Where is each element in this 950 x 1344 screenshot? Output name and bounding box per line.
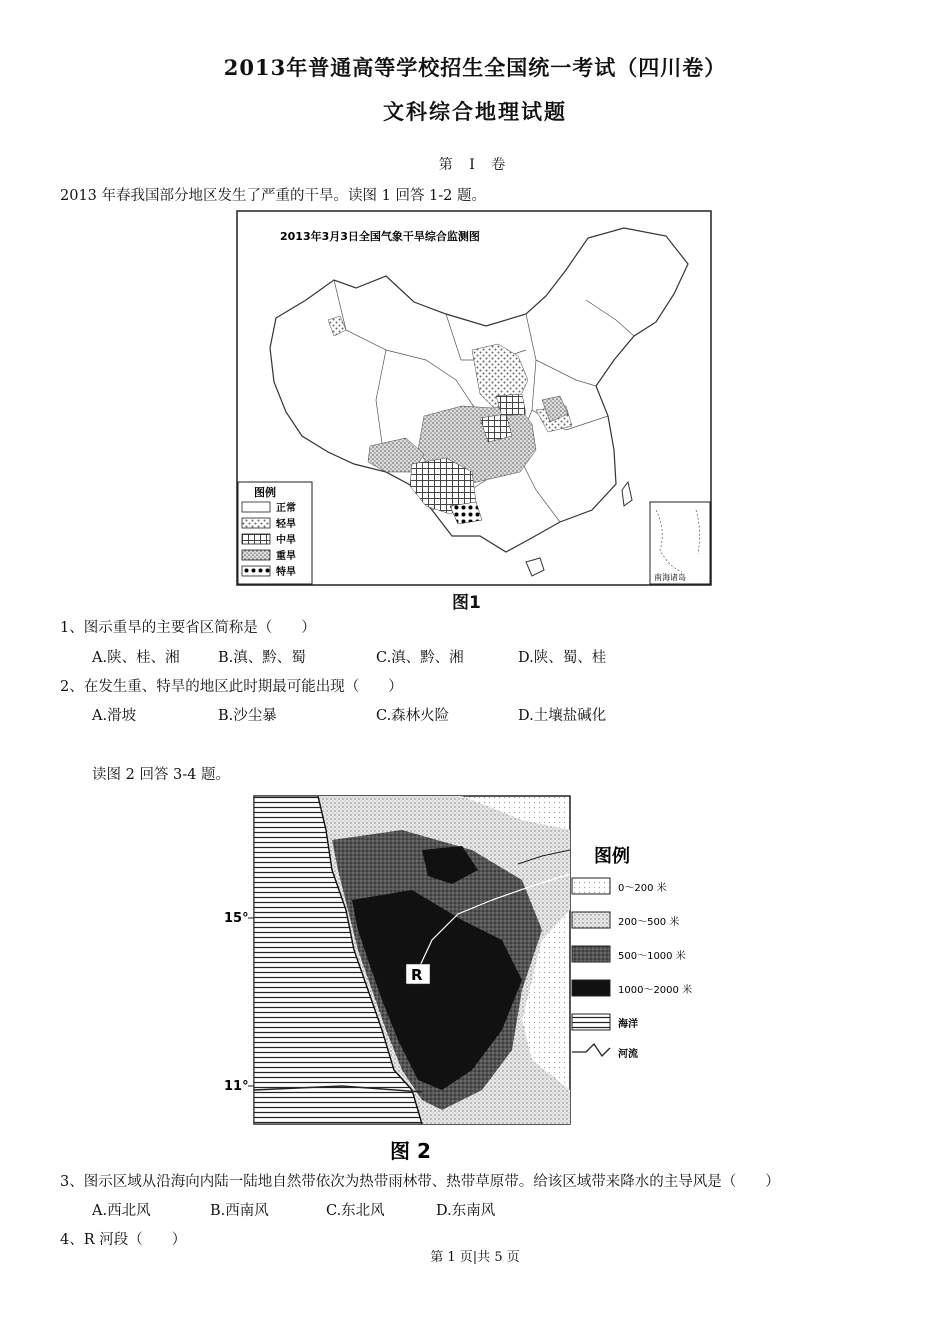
question-3-option-c: C.东北风 bbox=[326, 1203, 385, 1219]
question-2-option-d: D.土壤盐碱化 bbox=[518, 708, 607, 724]
question-3-option-a: A.西北风 bbox=[92, 1203, 151, 1219]
exam-title: 2013年普通高等学校招生全国统一考试（四川卷） bbox=[223, 55, 727, 80]
question-1-option-b: B.滇、黔、蜀 bbox=[218, 650, 306, 666]
south-china-sea-inset bbox=[650, 502, 710, 584]
question-1-option-c: C.滇、黔、湘 bbox=[376, 650, 464, 666]
legend-light: 轻旱 bbox=[276, 519, 296, 530]
legend-0-200: 0～200 米 bbox=[618, 883, 667, 894]
question-2-option-c: C.森林火险 bbox=[376, 708, 450, 724]
figure-1-map bbox=[236, 210, 712, 586]
figure-2-caption: 图 2 bbox=[390, 1139, 431, 1163]
legend-normal: 正常 bbox=[276, 503, 296, 514]
legend-moderate: 中旱 bbox=[276, 535, 296, 546]
latitude-11: 11° bbox=[224, 1079, 249, 1094]
intro-figure-2: 读图 2 回答 3-4 题。 bbox=[92, 767, 231, 783]
latitude-15: 15° bbox=[224, 911, 249, 926]
exam-subtitle: 文科综合地理试题 bbox=[383, 99, 567, 124]
question-3-option-b: B.西南风 bbox=[210, 1203, 269, 1219]
figure-1-legend bbox=[238, 482, 312, 584]
legend-ocean: 海洋 bbox=[618, 1019, 638, 1030]
question-2-stem: 2、在发生重、特旱的地区此时期最可能出现（ ） bbox=[60, 679, 403, 695]
legend-2-title: 图例 bbox=[594, 846, 630, 867]
figure-2-map bbox=[222, 790, 712, 1168]
inset-label: 南海诸岛 bbox=[654, 573, 686, 582]
question-3-option-d: D.东南风 bbox=[436, 1203, 496, 1219]
figure-2-legend bbox=[572, 845, 692, 1060]
legend-500-1000: 500～1000 米 bbox=[618, 951, 686, 962]
question-1-option-d: D.陕、蜀、桂 bbox=[518, 650, 607, 666]
question-1-option-a: A.陕、桂、湘 bbox=[92, 650, 180, 666]
legend-heavy: 重旱 bbox=[276, 551, 296, 562]
figure-1-map-title: 2013年3月3日全国气象干旱综合监测图 bbox=[280, 230, 480, 243]
intro-figure-1: 2013 年春我国部分地区发生了严重的干旱。读图 1 回答 1-2 题。 bbox=[60, 188, 487, 204]
question-2-option-b: B.沙尘暴 bbox=[218, 708, 277, 724]
legend-river: 河流 bbox=[618, 1049, 638, 1060]
question-2-option-a: A.滑坡 bbox=[92, 708, 137, 724]
legend-1000-2000: 1000～2000 米 bbox=[618, 985, 693, 996]
question-1-stem: 1、图示重旱的主要省区简称是（ ） bbox=[60, 620, 316, 636]
legend-extreme: 特旱 bbox=[276, 567, 296, 578]
legend-200-500: 200～500 米 bbox=[618, 917, 680, 928]
page-footer: 第 1 页|共 5 页 bbox=[430, 1250, 520, 1265]
question-4-stem: 4、R 河段（ ） bbox=[60, 1232, 187, 1248]
question-3-stem: 3、图示区域从沿海向内陆一陆地自然带依次为热带雨林带、热带草原带。给该区域带来降水的主导风是（ ） bbox=[60, 1174, 780, 1190]
section-heading: 第 I 卷 bbox=[438, 157, 512, 173]
region-r-label: R bbox=[411, 966, 423, 984]
legend-title: 图例 bbox=[254, 486, 276, 499]
figure-1-caption: 图1 bbox=[452, 593, 481, 613]
